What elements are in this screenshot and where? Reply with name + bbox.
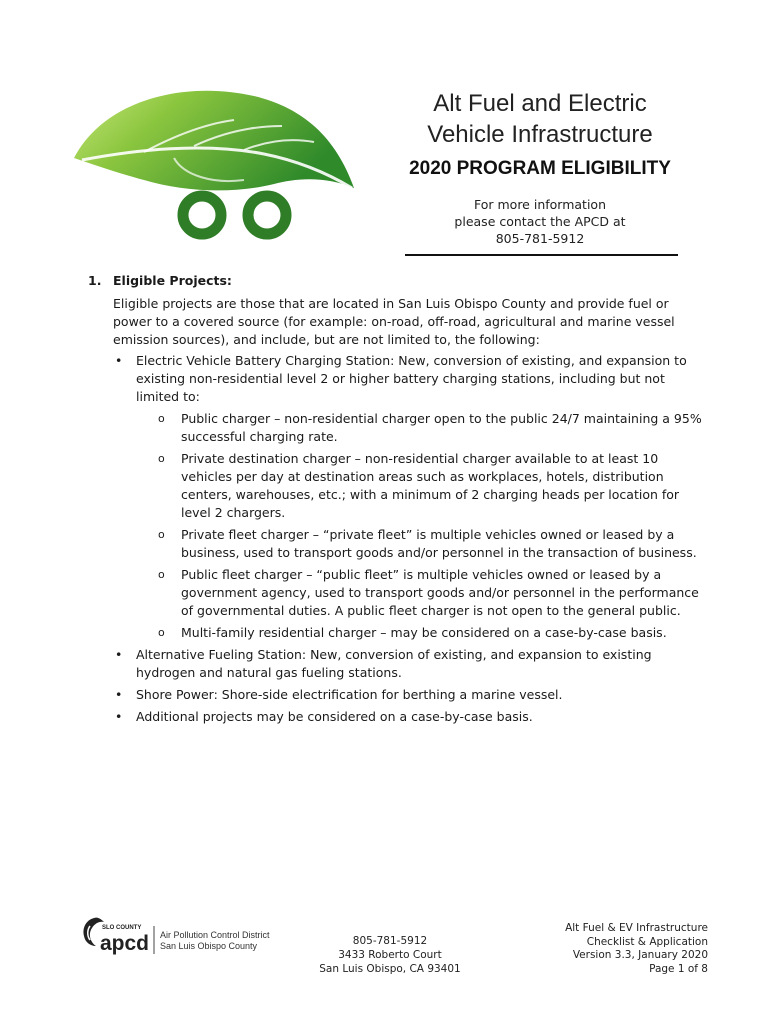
contact-line-2: please contact the APCD at [454, 214, 626, 229]
list-item: o Public fleet charger – “public fleet” is multiple vehicles owned or leased by a government agency, used to transport goods and/or personnel in the performance of governmental duties. A public fleet charger is not open to the general public. [158, 566, 708, 620]
footer-phone: 805-781-5912 [352, 935, 428, 947]
footer-doc-info [520, 922, 708, 976]
program-subtitle: 2020 PROGRAM ELIGIBILITY [409, 158, 671, 179]
list-item: • Shore Power: Shore-side electrification for berthing a marine vessel. [113, 686, 708, 704]
district-name-line-1: Air Pollution Control District [160, 930, 270, 940]
logo-county-text: SLO COUNTY [102, 925, 142, 931]
title-block [380, 88, 700, 247]
bullet-text: Electric Vehicle Battery Charging Station: New, conversion of existing, and expansion to existing non-residential level 2 or higher battery charging stations, including but not limited to: [136, 353, 687, 404]
footer-city: San Luis Obispo, CA 93401 [319, 963, 461, 975]
charger-type-list [158, 410, 708, 642]
apcd-logo [78, 912, 278, 960]
list-item: o Private fleet charger – “private fleet” is multiple vehicles owned or leased by a business, used to transport goods and/or personnel in the transaction of business. [158, 526, 708, 562]
header-divider [405, 254, 678, 256]
eligibility-section [88, 272, 708, 730]
doc-version: Version 3.3, January 2020 [572, 949, 708, 961]
section-number: 1. [88, 273, 102, 288]
list-item: o Multi-family residential charger – may be considered on a case-by-case basis. [158, 624, 708, 642]
title-line-2: Vehicle Infrastructure [427, 121, 653, 148]
contact-line-1: For more information [473, 197, 606, 212]
list-item [113, 352, 708, 642]
logo-apcd-text: apcd [100, 932, 150, 955]
title-line-1: Alt Fuel and Electric [433, 90, 647, 117]
page-number: Page 1 of 8 [649, 962, 708, 975]
green-leaf-car-icon [64, 80, 364, 250]
footer-address [300, 934, 480, 976]
section-intro: Eligible projects are those that are located in San Luis Obispo County and provide fuel or power to a covered source (for example: on-road, off-road, agricultural and marine vessel emission sources), and include, but are not limited to, the following: [113, 296, 675, 347]
doc-title-line-2: Checklist & Application [586, 935, 708, 948]
project-list [113, 352, 708, 726]
list-item: • Alternative Fueling Station: New, conversion of existing, and expansion to existing hydrogen and natural gas fueling stations. [113, 646, 708, 682]
doc-title-line-1: Alt Fuel & EV Infrastructure [565, 922, 708, 934]
list-item: • Additional projects may be considered on a case-by-case basis. [113, 708, 708, 726]
list-item: o Public charger – non-residential charger open to the public 24/7 maintaining a 95% successful charging rate. [158, 410, 708, 446]
footer-street: 3433 Roberto Court [338, 949, 442, 961]
list-item: o Private destination charger – non-residential charger available to at least 10 vehicles per day at destination areas such as workplaces, hotels, distribution centers, warehouses, etc.; with a minimum of 2 charging heads per location for level 2 chargers. [158, 450, 708, 522]
contact-info [380, 196, 700, 247]
district-name-line-2: San Luis Obispo County [160, 941, 258, 951]
section-title: Eligible Projects: [113, 273, 232, 288]
section-heading [88, 272, 708, 290]
contact-phone: 805-781-5912 [495, 231, 585, 246]
